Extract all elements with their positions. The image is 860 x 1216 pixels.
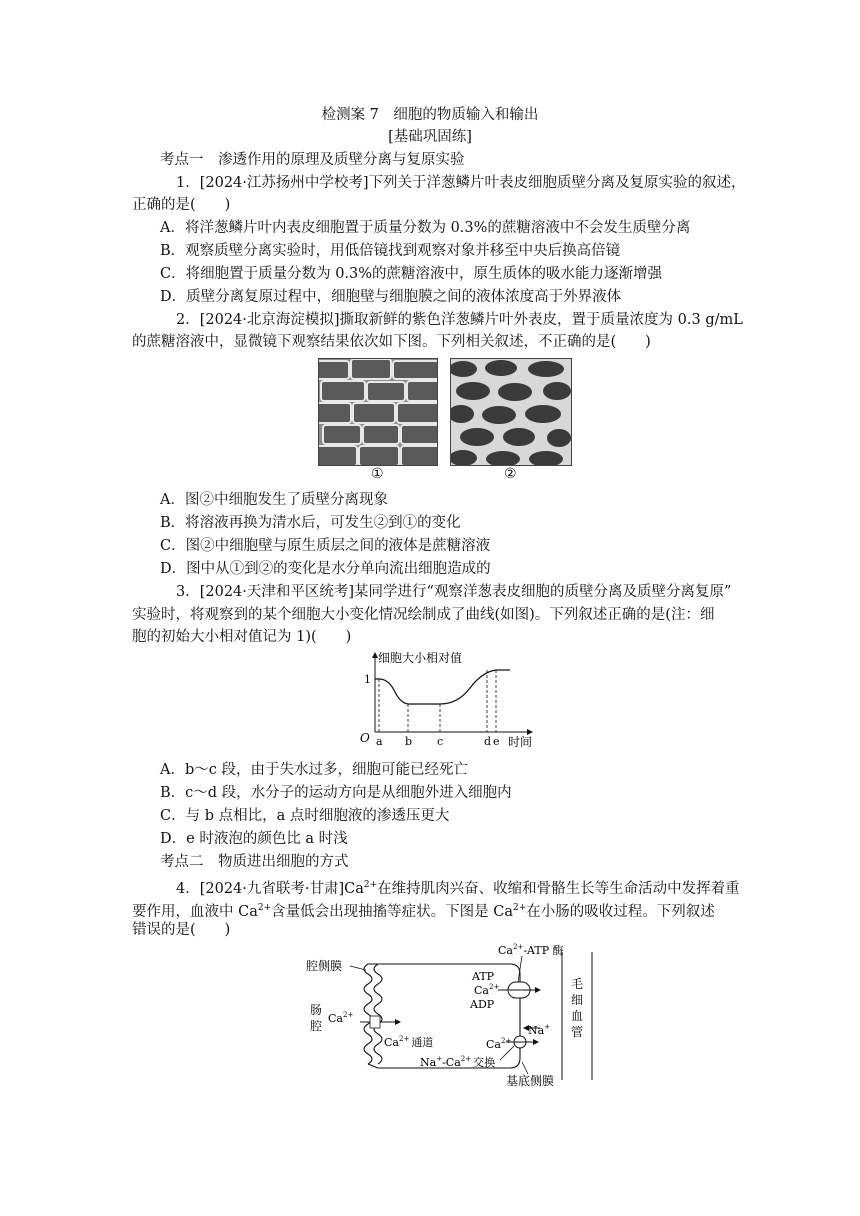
q3-option-c: C．与 b 点相比，a 点时细胞液的渗透压更大 — [160, 808, 450, 824]
basal-membrane-label: 基底侧膜 — [506, 1074, 555, 1088]
leader-line — [522, 1062, 528, 1074]
q2-option-c: C．图②中细胞壁与原生质层之间的液体是蔗糖溶液 — [160, 538, 491, 554]
page-title: 检测案 7 细胞的物质输入和输出 — [321, 107, 539, 123]
capillary-label-3: 血 — [571, 1009, 584, 1023]
micrograph-1-label: ① — [371, 466, 384, 482]
ca-lumen-label: $Ca^{2+}$ — [328, 1011, 354, 1025]
q4-stem-part: 4．[2024·九省联考·甘肃]Ca — [176, 880, 364, 897]
q2-stem-line1: 2．[2024·北京海淀模拟]撕取新鲜的紫色洋葱鳞片叶外表皮，置于质量浓度为 0.3 g/mL — [176, 312, 743, 328]
q2-option-b: B．将溶液再换为清水后，可发生②到①的变化 — [160, 515, 461, 531]
cell-size-chart — [350, 648, 540, 754]
lumen-membrane-label: 腔侧膜 — [306, 959, 343, 973]
q4-stem-part: 在维持肌肉兴奋、收缩和骨骼生长等生命活动中发挥着重 — [377, 880, 740, 897]
superscript: 2+ — [513, 903, 527, 913]
q2-option-d: D．图中从①到②的变化是水分单向流出细胞造成的 — [160, 561, 491, 577]
x-tick-b: b — [405, 735, 413, 748]
superscript: 2+ — [363, 880, 378, 890]
channel-label: $Ca^{2+}$ 通道 — [384, 1035, 434, 1049]
y-axis-label: 细胞大小相对值 — [378, 651, 463, 665]
q3-option-d: D．e 时液泡的颜色比 a 时浅 — [160, 831, 348, 847]
lumen-label-2: 腔 — [310, 1019, 323, 1033]
ca-pump-label: $Ca^{2+}$ — [474, 983, 500, 997]
q4-stem-line3: 错误的是( ) — [132, 922, 231, 938]
q1-stem-line2: 正确的是( ) — [132, 197, 231, 213]
q1-option-b: B．观察质壁分离实验时，用低倍镜找到观察对象并移至中央后换高倍镜 — [160, 243, 621, 259]
q4-stem-line2 — [132, 898, 715, 922]
x-tick-e: e — [493, 735, 500, 748]
superscript: 2+ — [257, 903, 272, 913]
x-tick-labels — [376, 735, 500, 748]
x-tick-d: d — [484, 735, 492, 748]
ca-channel — [370, 1016, 380, 1028]
q3-option-b: B．c～d 段，水分子的运动方向是从细胞外进入细胞内 — [160, 785, 512, 801]
q1-option-c: C．将细胞置于质量分数为 0.3%的蔗糖溶液中，原生质体的吸水能力逐渐增强 — [160, 266, 663, 282]
pump-enzyme-label: $Ca^{2+}$-ATP 酶 — [498, 943, 564, 957]
adp-label: ADP — [470, 998, 495, 1011]
atp-label: ATP — [472, 970, 495, 983]
q1-option-a: A．将洋葱鳞片叶内表皮细胞置于质量分数为 0.3%的蔗糖溶液中不会发生质壁分离 — [160, 220, 691, 236]
capillary-label-2: 细 — [571, 993, 584, 1007]
q2-stem-line2: 的蔗糖溶液中，显微镜下观察结果依次如下图。下列相关叙述，不正确的是( ) — [132, 334, 651, 350]
q4-stem-part: 在小肠的吸收过程。下列叙述 — [526, 903, 715, 920]
x-tick-a: a — [376, 735, 383, 748]
q4-stem-part: 含量低会出现抽搐等症状。下图是 Ca — [271, 903, 513, 920]
micrograph-2-label: ② — [504, 466, 517, 482]
capillary-label-4: 管 — [571, 1025, 584, 1039]
q3-stem-line2: 实验时，将观察到的某个细胞大小变化情况绘制成了曲线(如图)。下列叙述正确的是(注：细 — [132, 607, 715, 623]
q3-stem-line1: 3．[2024·天津和平区统考]某同学进行“观察洋葱表皮细胞的质壁分离及质壁分离复原” — [176, 584, 732, 600]
exchanger-label: $Na^+-Ca^{2+}$ 交换 — [420, 1055, 496, 1069]
leader-line — [500, 1046, 514, 1060]
q3-option-a: A．b～c 段，由于失水过多，细胞可能已经死亡 — [160, 762, 468, 778]
calcium-absorption-diagram — [300, 940, 600, 1088]
basolateral-membrane — [378, 964, 520, 1068]
q4-stem-line1 — [176, 875, 740, 899]
na-label: Na+ — [528, 1023, 551, 1037]
cell-size-curve — [375, 670, 510, 704]
x-tick-c: c — [437, 735, 444, 748]
page-subtitle: [基础巩固练] — [388, 129, 472, 145]
lumen-label-1: 肠 — [310, 1003, 323, 1017]
section-heading-2: 考点二 物质进出细胞的方式 — [160, 854, 349, 870]
origin-label: O — [360, 731, 370, 745]
q4-stem-part: 要作用，血液中 Ca — [132, 903, 258, 920]
lumen-side-membrane-inner — [374, 964, 382, 1064]
micrograph-1 — [318, 358, 438, 466]
micrograph-2 — [450, 358, 572, 466]
section-heading-1: 考点一 渗透作用的原理及质壁分离与复原实验 — [160, 152, 465, 168]
lumen-side-membrane — [364, 964, 372, 1064]
x-axis-label: 时间 — [508, 735, 533, 749]
ca-exchange-label: $Ca^{2+}$ — [486, 1037, 512, 1051]
q1-stem-line1: 1．[2024·江苏扬州中学校考]下列关于洋葱鳞片叶表皮细胞质壁分离及复原实验的叙述， — [176, 175, 746, 191]
y-tick-1: 1 — [364, 673, 371, 686]
capillary-label-1: 毛 — [571, 977, 584, 991]
q2-option-a: A．图②中细胞发生了质壁分离现象 — [160, 492, 388, 508]
q1-option-d: D．质壁分离复原过程中，细胞壁与细胞膜之间的液体浓度高于外界液体 — [160, 289, 622, 305]
q3-stem-line3: 胞的初始大小相对值记为 1)( ) — [132, 629, 352, 645]
